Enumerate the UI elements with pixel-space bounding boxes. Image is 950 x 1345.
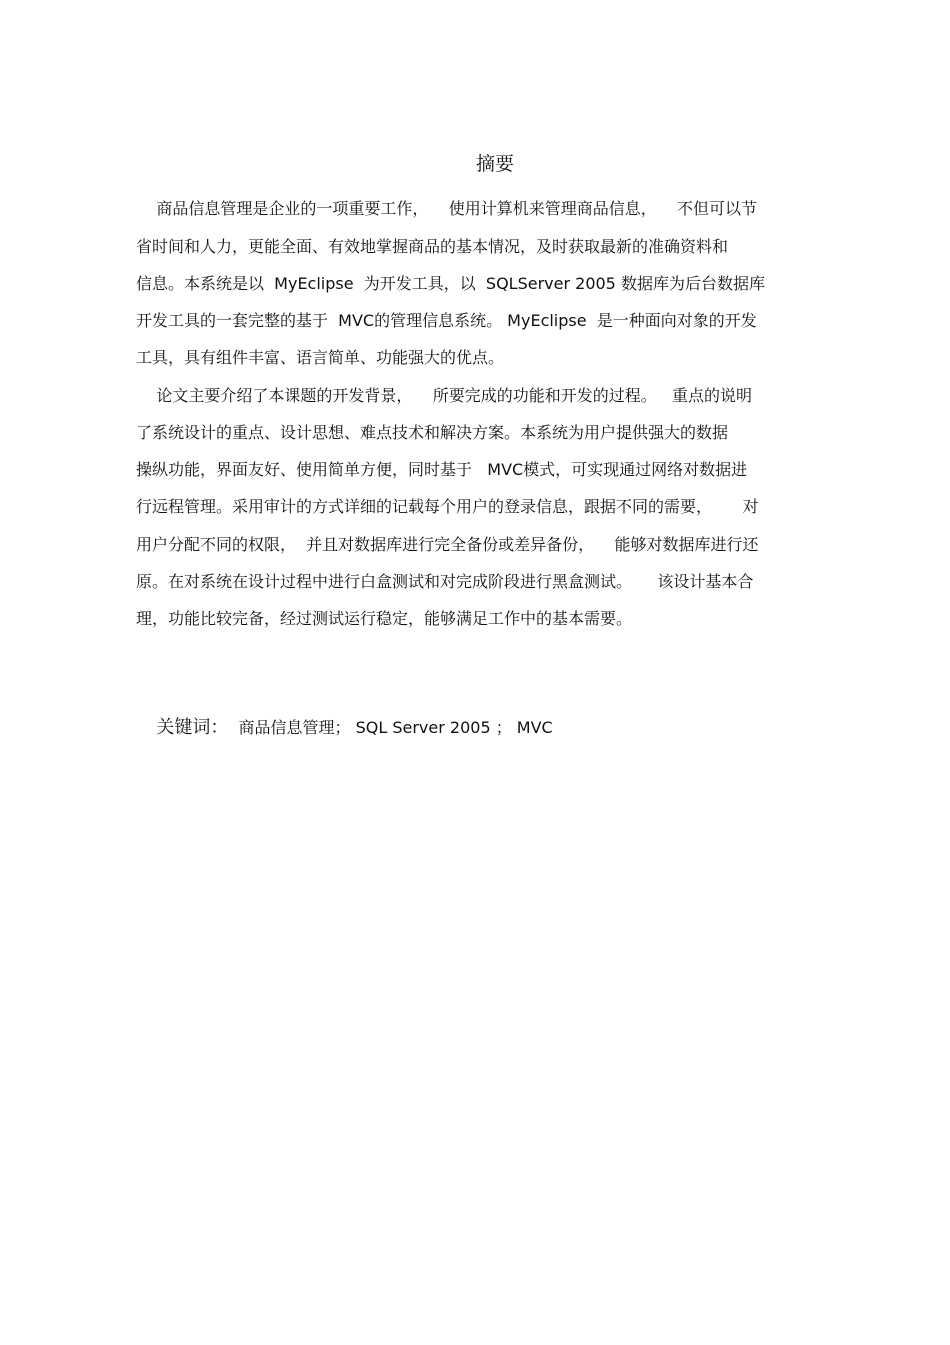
keywords-label: 关键词：: [156, 717, 229, 738]
keywords-line: [136, 689, 553, 767]
abstract-line-9: 行远程管理。采用审计的方式详细的记载每个用户的登录信息，跟据不同的需要， 对: [136, 497, 759, 516]
abstract-line-3: 信息。本系统是以 MyEclipse 为开发工具，以 SQLServer 2005 数据库为后台数据库: [136, 274, 765, 293]
keywords-values: 商品信息管理； SQL Server 2005 ； MVC: [228, 718, 553, 737]
abstract-line-5: 工具，具有组件丰富、语言简单、功能强大的优点。: [136, 348, 505, 367]
abstract-title: 摘要: [475, 153, 514, 175]
abstract-line-10: 用户分配不同的权限， 并且对数据库进行完全备份或差异备份， 能够对数据库进行还: [136, 535, 759, 554]
abstract-line-8: 操纵功能，界面友好、使用简单方便，同时基于 MVC模式，可实现通过网络对数据进: [136, 460, 748, 479]
abstract-line-1: 商品信息管理是企业的一项重要工作， 使用计算机来管理商品信息， 不但可以节: [136, 199, 758, 218]
abstract-line-4: 开发工具的一套完整的基于 MVC的管理信息系统。 MyEclipse 是一种面向对象的开发: [136, 311, 757, 330]
abstract-line-6: 论文主要介绍了本课题的开发背景， 所要完成的功能和开发的过程。 重点的说明: [136, 386, 752, 405]
abstract-line-12: 理，功能比较完备，经过测试运行稳定，能够满足工作中的基本需要。: [136, 609, 633, 628]
abstract-line-2: 省时间和人力，更能全面、有效地掌握商品的基本情况，及时获取最新的准确资料和: [136, 237, 729, 256]
abstract-line-11: 原。在对系统在设计过程中进行白盒测试和对完成阶段进行黑盒测试。 该设计基本合: [136, 572, 754, 591]
abstract-line-7: 了系统设计的重点、设计思想、难点技术和解决方案。本系统为用户提供强大的数据: [136, 423, 729, 442]
